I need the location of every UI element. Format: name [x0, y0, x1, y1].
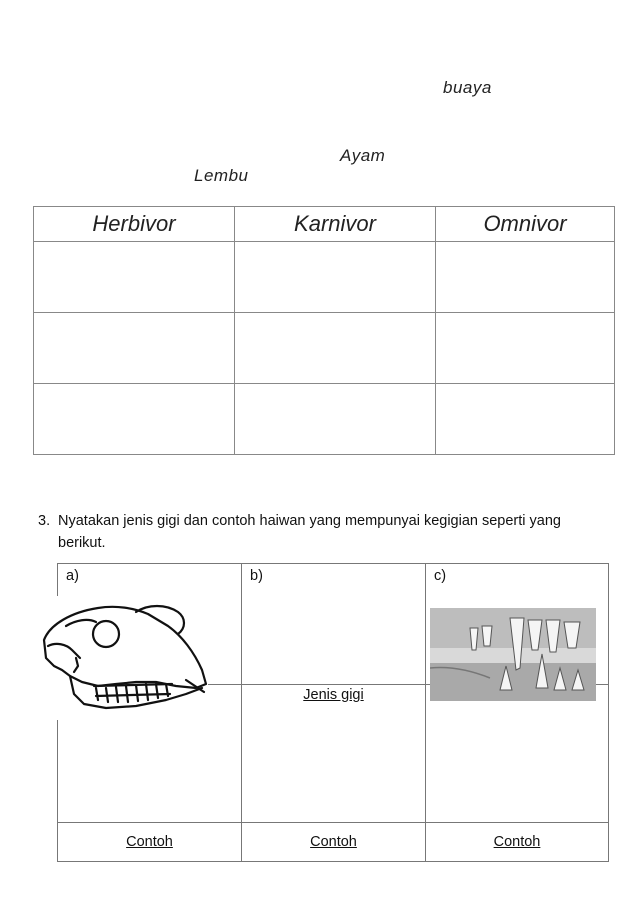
- contoh-label-c: Contoh: [493, 834, 541, 850]
- herbivore-skull-image: [36, 596, 208, 720]
- answer-cell[interactable]: [34, 242, 235, 313]
- answer-cell[interactable]: [34, 313, 235, 384]
- jenis-gigi-label: Jenis gigi: [303, 687, 364, 703]
- answer-cell[interactable]: [34, 384, 235, 455]
- question-text: Nyatakan jenis gigi dan contoh haiwan yang mempunyai kegigian seperti yang berikut.: [58, 513, 561, 551]
- table-row: [34, 313, 615, 384]
- answer-cell[interactable]: [235, 242, 436, 313]
- table-row: [34, 242, 615, 313]
- contoh-cell-c[interactable]: [426, 823, 609, 862]
- jenis-gigi-cell-b[interactable]: [242, 685, 426, 823]
- word-buaya: buaya: [443, 78, 492, 97]
- header-karnivor: Karnivor: [235, 207, 436, 242]
- answer-cell[interactable]: [436, 384, 615, 455]
- header-herbivor: Herbivor: [34, 207, 235, 242]
- word-lembu: Lembu: [194, 166, 249, 185]
- contoh-cell-a[interactable]: [58, 823, 242, 862]
- jenis-gigi-cell-c[interactable]: [426, 685, 609, 823]
- table-row: [34, 384, 615, 455]
- answer-cell[interactable]: [235, 313, 436, 384]
- header-omnivor: Omnivor: [436, 207, 615, 242]
- question-3: [38, 510, 578, 554]
- image-cell-b: [242, 564, 426, 685]
- answer-cell[interactable]: [436, 242, 615, 313]
- canine-teeth-image: [430, 608, 596, 701]
- question-number: 3.: [38, 513, 51, 529]
- contoh-cell-b[interactable]: [242, 823, 426, 862]
- label-c: c): [434, 568, 447, 584]
- answer-cell[interactable]: [235, 384, 436, 455]
- contoh-label-b: Contoh: [310, 834, 357, 850]
- label-b: b): [250, 568, 263, 584]
- label-a: a): [66, 568, 79, 584]
- classification-table: [33, 206, 615, 455]
- word-ayam: Ayam: [340, 146, 386, 165]
- table-row: [58, 823, 609, 862]
- contoh-label-a: Contoh: [126, 834, 173, 850]
- classification-header-row: [34, 207, 615, 242]
- answer-cell[interactable]: [436, 313, 615, 384]
